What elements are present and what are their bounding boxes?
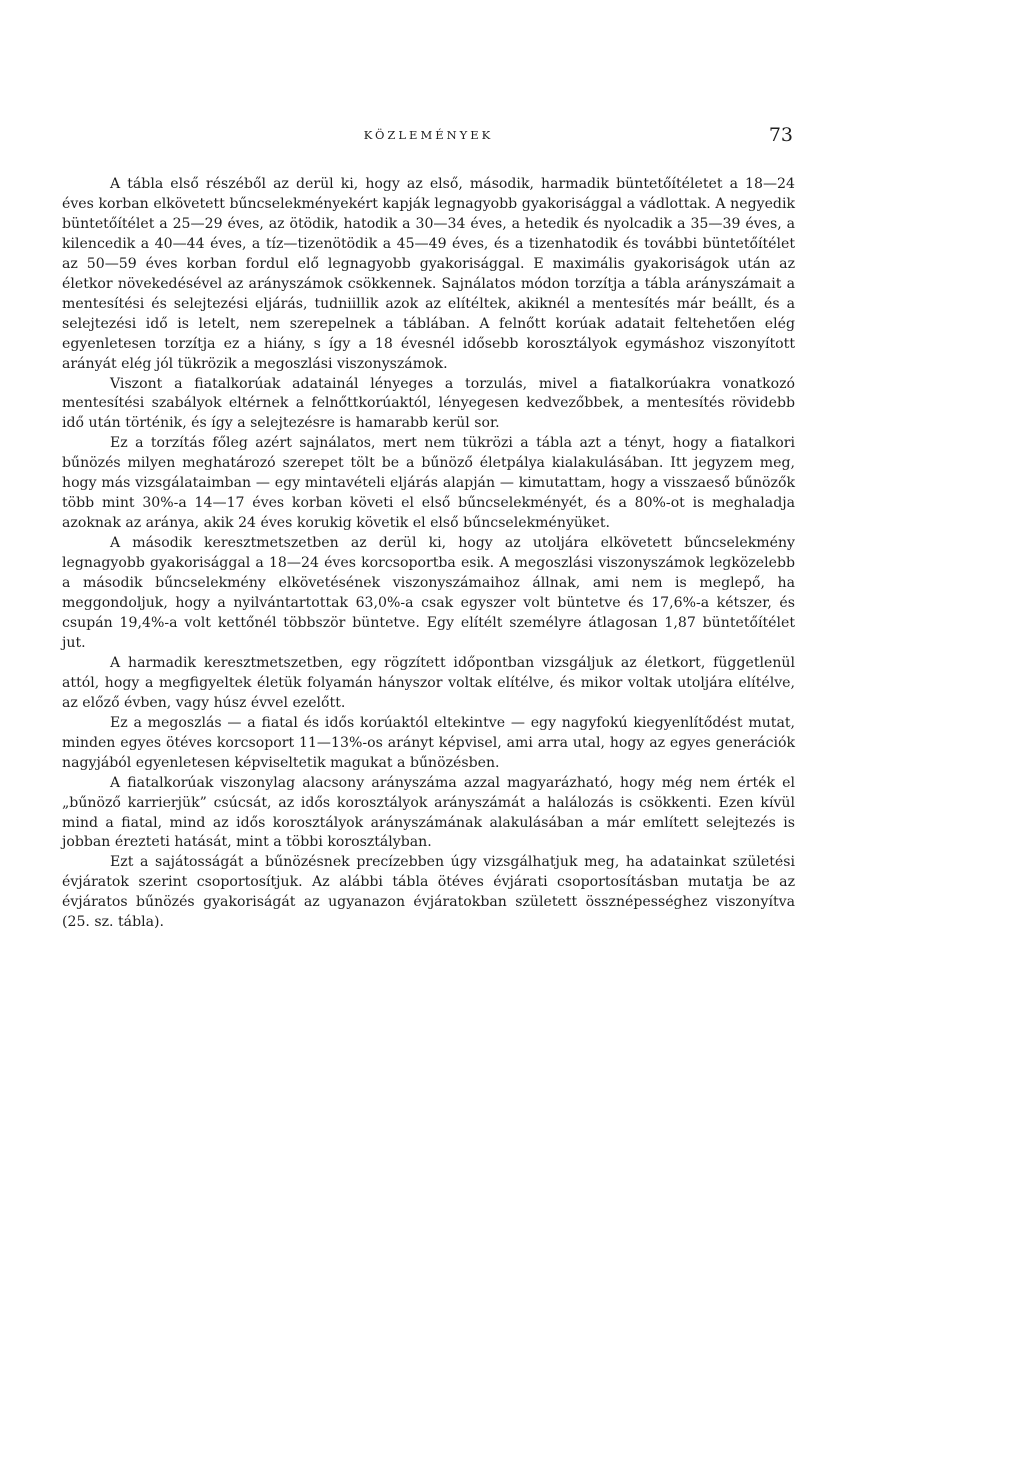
section-title: KÖZLEMÉNYEK xyxy=(363,128,494,142)
paragraph: Viszont a fiatalkorúak adatainál lényeges a torzulás, mivel a fiatalkorúakra vonatkozó mentesítési szabályok eltérnek a felnőttkorúaktól, lényegesen kedvezőbbek, a mentesítés rövidebb idő után történik, és így a selejtezésre is hamarabb kerül sor. xyxy=(62,375,795,432)
paragraph: A második keresztmetszetben az derül ki, hogy az utoljára elkövetett bűncselekmény legnagyobb gyakorisággal a 18—24 éves korcsoportba esik. A megoszlási viszonyszámok legközelebb a második bűncselekmény elkövetésének viszonyszámaihoz állnak, ami nem is meglepő, ha meggondoljuk, hogy a nyilvántartottak 63,0%-a csak egyszer volt büntetve és 17,6%-a kétszer, és csupán 19,4%-a volt kettőnél többször büntetve. Egy elítélt személyre átlagosan 1,87 büntetőítélet jut. xyxy=(62,535,795,651)
page-number: 73 xyxy=(768,124,793,146)
paragraph: A tábla első részéből az derül ki, hogy az első, második, harmadik büntetőítéletet a 18—24 éves korban elkövetett bűncselekményekért kapják legnagyobb gyakorisággal a vádlottak. A negyedik büntetőítélet a 25—29 éves, az ötödik, hatodik a 30—34 éves, a hetedik és nyolcadik a 35—39 éves, a kilencedik a 40—44 éves, a tíz—tizenötödik a 45—49 éves, és a tizenhatodik és további büntetőítélet az 50—59 éves korban fordul elő legnagyobb gyakorisággal. E maximális gyakoriságok után az életkor növekedésével az arányszámok csökkennek. Sajnálatos módon torzítja a tábla arányszámait a mentesítési és selejtezési eljárás, tudniillik azok az elítéltek, akiknél a mentesítés már beállt, és a selejtezési idő is letelt, nem szerepelnek a táblában. A felnőtt korúak adatait feltehetően elég egyenletesen torzítja ez a hiány, s így a 18 évesnél idősebb korosztályok egymáshoz viszonyított arányát elég jól tükrözik a megoszlási viszonyszámok. xyxy=(62,176,795,372)
paragraph: A fiatalkorúak viszonylag alacsony arányszáma azzal magyarázható, hogy még nem érték el „bűnöző karrierjük” csúcsát, az idős korosztályok arányszámát a halálozás is csökkenti. Ezen kívül mind a fiatal, mind az idős korosztályok arányszámának alakulásában a már említett selejtezés is jobban érezteti hatását, mint a többi korosztályban. xyxy=(62,774,795,851)
document-page xyxy=(62,124,795,933)
running-header xyxy=(62,124,795,158)
paragraph: Ez a megoszlás — a fiatal és idős korúaktól eltekintve — egy nagyfokú kiegyenlítődést mutat, minden egyes ötéves korcsoport 11—13%-os arányt képvisel, ami arra utal, hogy az egyes generációk nagyjából egyenletesen képviseltetik magukat a bűnözésben. xyxy=(62,714,795,771)
body-text xyxy=(62,175,795,933)
paragraph: A harmadik keresztmetszetben, egy rögzített időpontban vizsgáljuk az életkort, függetlenül attól, hogy a megfigyeltek életük folyamán hányszor voltak elítélve, és mikor voltak utoljára elítélve, az előző évben, vagy húsz évvel ezelőtt. xyxy=(62,654,795,711)
paragraph: Ez a torzítás főleg azért sajnálatos, mert nem tükrözi a tábla azt a tényt, hogy a fiatalkori bűnözés milyen meghatározó szerepet tölt be a bűnöző életpálya kialakulásában. Itt jegyzem meg, hogy más vizsgálataimban — egy mintavételi eljárás alapján — kimutattam, hogy a visszaeső bűnözők több mint 30%-a 14—17 éves korban követi el első bűncselekményét, és a 80%-ot is meghaladja azoknak az aránya, akik 24 éves korukig követik el első bűncselekményüket. xyxy=(62,435,795,532)
paragraph: Ezt a sajátosságát a bűnözésnek precízebben úgy vizsgálhatjuk meg, ha adatainkat születési évjáratok szerint csoportosítjuk. Az alábbi tábla ötéves évjárati csoportosításban mutatja be az évjáratos bűnözés gyakoriságát az ugyanazon évjáratokban született össznépességhez viszonyítva (25. sz. tábla). xyxy=(62,854,795,931)
